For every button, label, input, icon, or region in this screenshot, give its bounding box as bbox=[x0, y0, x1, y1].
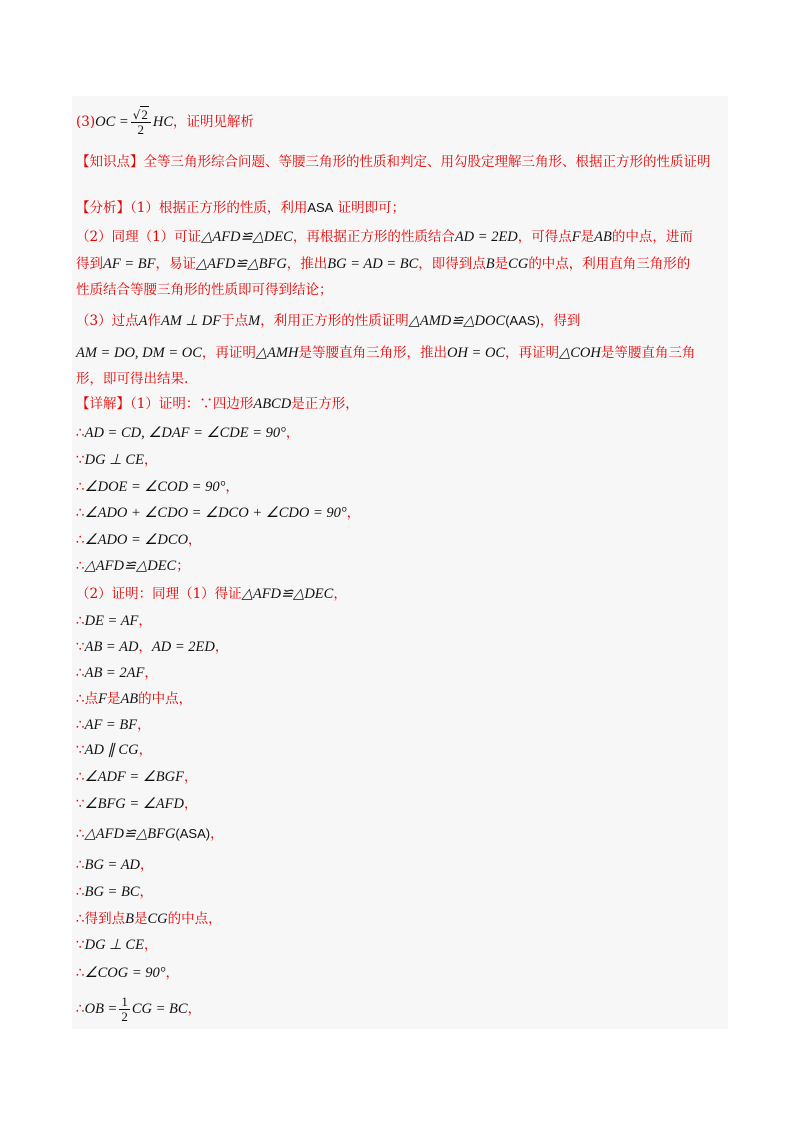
text-segment: 于点 bbox=[221, 313, 249, 329]
text-segment: ， bbox=[187, 1001, 202, 1017]
proof-step bbox=[76, 503, 724, 523]
math-expression: ABCD bbox=[253, 396, 292, 412]
fraction-denominator: 2 bbox=[121, 1009, 128, 1024]
math-expression: ∠COG = 90° bbox=[84, 965, 166, 981]
analysis-part-3-cont bbox=[76, 343, 724, 363]
fraction bbox=[119, 995, 130, 1024]
math-expression: CG bbox=[147, 911, 168, 927]
proof-step bbox=[76, 935, 724, 955]
math-expression: AB bbox=[120, 691, 139, 707]
math-expression: OH = OC bbox=[446, 345, 506, 361]
text-segment: ； bbox=[176, 558, 190, 574]
therefore-symbol: ∴ bbox=[76, 425, 85, 441]
knowledge-point bbox=[76, 151, 724, 173]
text-segment: 证明即可； bbox=[333, 200, 406, 216]
math-expression: ∠DOE = ∠COD = 90° bbox=[84, 479, 226, 495]
text-segment: ， bbox=[138, 639, 152, 655]
math-expression: ∠ADF = ∠BGF bbox=[84, 769, 184, 785]
text-segment: 形，即可得出结果. bbox=[76, 371, 189, 387]
proof-step bbox=[76, 882, 724, 902]
text-segment: 是等腰直角三角 bbox=[600, 345, 696, 361]
math-expression: AD ∥ CG bbox=[84, 742, 139, 758]
math-expression: △AMD≌△DOC bbox=[408, 313, 506, 329]
analysis-part-2-end bbox=[76, 280, 724, 300]
text-segment: 的中点， bbox=[167, 911, 222, 927]
text-segment: 作 bbox=[147, 313, 161, 329]
text-segment: ， bbox=[138, 742, 153, 758]
math-expression: ASA bbox=[307, 200, 334, 215]
proof-step bbox=[76, 740, 724, 760]
therefore-symbol: ∴ bbox=[76, 884, 85, 900]
math-expression: A bbox=[138, 313, 148, 329]
text-segment: ，证明见解析 bbox=[173, 114, 254, 130]
text-segment: 是正方形， bbox=[291, 396, 359, 412]
therefore-symbol: ∴ bbox=[76, 911, 85, 927]
proof-step bbox=[76, 637, 724, 657]
math-expression: △AFD≌△DEC bbox=[201, 229, 293, 245]
because-symbol: ∵ bbox=[76, 937, 85, 953]
text-segment: ，即得到点 bbox=[418, 256, 486, 272]
text-segment: 得到 bbox=[76, 256, 103, 272]
analysis-part-2 bbox=[76, 227, 724, 247]
analysis-part-1 bbox=[76, 198, 724, 218]
because-symbol: ∵ bbox=[76, 742, 85, 758]
math-expression: F bbox=[571, 229, 581, 245]
text-segment: ， bbox=[165, 965, 180, 981]
text-segment: 的中点， bbox=[138, 691, 193, 707]
math-expression: B bbox=[485, 256, 495, 272]
text-segment: ， bbox=[138, 613, 152, 629]
text-segment: ， bbox=[143, 452, 158, 468]
fraction bbox=[131, 108, 151, 137]
text-segment: 【分析】（1）根据正方形的性质，利用 bbox=[76, 200, 308, 216]
text-segment: ， bbox=[210, 826, 224, 842]
math-expression: (ASA) bbox=[175, 826, 211, 841]
math-expression: BG = AD bbox=[84, 857, 141, 873]
proof-step bbox=[76, 963, 724, 983]
because-symbol: ∵ bbox=[76, 452, 85, 468]
proof-step bbox=[76, 530, 724, 550]
math-expression: AD = 2ED bbox=[151, 639, 215, 655]
text-segment: 【详解】（1）证明：∵四边形 bbox=[76, 396, 254, 412]
text-segment: 得到点 bbox=[84, 911, 126, 927]
therefore-symbol: ∴ bbox=[76, 532, 85, 548]
part-label: (3) bbox=[76, 114, 96, 130]
math-expression: BG = AD = BC bbox=[327, 256, 419, 272]
therefore-symbol: ∴ bbox=[76, 505, 85, 521]
proof-step bbox=[76, 663, 724, 683]
text-segment: ，再证明 bbox=[505, 345, 560, 361]
fraction-denominator: 2 bbox=[137, 122, 145, 137]
text-segment: 是 bbox=[106, 691, 121, 707]
math-expression: OB = bbox=[84, 1001, 118, 1017]
math-expression: AM ⊥ DF bbox=[160, 313, 222, 329]
proof-step bbox=[76, 689, 724, 709]
text-segment: ，推出 bbox=[286, 256, 328, 272]
math-expression: M bbox=[248, 313, 261, 329]
analysis-part-2-cont bbox=[76, 254, 724, 274]
text-segment: ， bbox=[333, 586, 347, 602]
text-segment: ， bbox=[188, 532, 202, 548]
text-segment: 是等腰直角三角形，推出 bbox=[298, 345, 447, 361]
therefore-symbol: ∴ bbox=[76, 558, 85, 574]
math-expression: AD = 2ED bbox=[454, 229, 518, 245]
proof-step bbox=[76, 855, 724, 875]
math-expression: DG ⊥ CE bbox=[84, 937, 144, 953]
math-expression: DE = AF bbox=[84, 613, 139, 629]
text-segment: ， bbox=[346, 505, 361, 521]
therefore-symbol: ∴ bbox=[76, 857, 85, 873]
proof-step bbox=[76, 450, 724, 470]
text-segment: 的中点，利用直角三角形的 bbox=[528, 256, 691, 272]
math-expression: DG ⊥ CE bbox=[84, 452, 144, 468]
math-expression: AF = BF bbox=[103, 256, 156, 272]
text-segment: ，再根据正方形的性质结合 bbox=[292, 229, 455, 245]
text-segment: 点 bbox=[84, 691, 99, 707]
text-segment: ，易证 bbox=[155, 256, 196, 272]
proof-step bbox=[76, 611, 724, 631]
text-segment: ， bbox=[140, 857, 154, 873]
math-expression: AB = 2AF bbox=[84, 665, 145, 681]
because-symbol: ∵ bbox=[76, 639, 85, 655]
proof-step bbox=[76, 995, 724, 1024]
math-expression: △AFD≌△DEC bbox=[84, 558, 177, 574]
text-segment: ， bbox=[184, 796, 198, 812]
text-segment: ， bbox=[225, 479, 239, 495]
text-segment: 【知识点】全等三角形综合问题、等腰三角形的性质和判定、用勾股定理解三角形、根据正方形的性质证明 bbox=[76, 154, 711, 170]
therefore-symbol: ∴ bbox=[76, 717, 85, 733]
math-expression: OC = bbox=[95, 114, 129, 130]
text-segment: ， bbox=[184, 769, 198, 785]
therefore-symbol: ∴ bbox=[76, 665, 85, 681]
text-segment: ， bbox=[143, 937, 158, 953]
math-expression: CG = BC bbox=[131, 1001, 188, 1017]
therefore-symbol: ∴ bbox=[76, 826, 85, 842]
text-segment: ，利用正方形的性质证明 bbox=[260, 313, 409, 329]
therefore-symbol: ∴ bbox=[76, 691, 85, 707]
math-expression: BG = BC bbox=[84, 884, 140, 900]
therefore-symbol: ∴ bbox=[76, 613, 85, 629]
therefore-symbol: ∴ bbox=[76, 769, 85, 785]
math-expression: AB = AD bbox=[84, 639, 139, 655]
text-segment: （3）过点 bbox=[76, 313, 139, 329]
text-segment: ， bbox=[285, 425, 300, 441]
analysis-part-3-end bbox=[76, 369, 724, 389]
proof-step bbox=[76, 423, 724, 443]
math-expression: AD = CD, ∠DAF = ∠CDE = 90° bbox=[84, 425, 286, 441]
text-segment: ， bbox=[137, 717, 151, 733]
math-expression: (AAS) bbox=[505, 313, 540, 328]
text-segment: （2）证明：同理（1）得证 bbox=[76, 586, 242, 602]
proof-step bbox=[76, 909, 724, 929]
math-expression: AM = DO, DM = OC bbox=[76, 345, 202, 361]
text-segment: 的中点，进而 bbox=[611, 229, 693, 245]
math-expression: △AFD≌△BFG bbox=[84, 826, 176, 842]
therefore-symbol: ∴ bbox=[76, 965, 85, 981]
therefore-symbol: ∴ bbox=[76, 1001, 85, 1017]
math-expression: △COH bbox=[559, 345, 601, 361]
proof-step bbox=[76, 715, 724, 735]
math-expression: HC bbox=[152, 114, 173, 130]
math-expression: AF = BF bbox=[84, 717, 138, 733]
text-segment: ，可得点 bbox=[517, 229, 572, 245]
text-segment: 是 bbox=[580, 229, 595, 245]
text-segment: ，得到 bbox=[539, 313, 581, 329]
because-symbol: ∵ bbox=[76, 796, 85, 812]
text-segment: ， bbox=[144, 665, 158, 681]
text-segment: ， bbox=[139, 884, 153, 900]
math-expression: ∠ADO = ∠DCO bbox=[84, 532, 189, 548]
math-expression: △AMH bbox=[255, 345, 299, 361]
text-segment: （2）同理（1）可证 bbox=[76, 229, 202, 245]
detail-part-2 bbox=[76, 584, 724, 604]
math-expression: AB bbox=[594, 229, 612, 245]
proof-step bbox=[76, 824, 724, 844]
math-expression: △AFD≌△BFG bbox=[195, 256, 287, 272]
proof-step bbox=[76, 556, 724, 576]
text-segment: 是 bbox=[494, 256, 509, 272]
analysis-part-3 bbox=[76, 311, 724, 331]
proof-step bbox=[76, 794, 724, 814]
proof-step bbox=[76, 767, 724, 787]
math-expression: B bbox=[125, 911, 134, 927]
math-expression: F bbox=[98, 691, 107, 707]
fraction-numerator: √2 bbox=[131, 108, 151, 123]
text-segment: ，再证明 bbox=[201, 345, 256, 361]
text-segment: 性质结合等腰三角形的性质即可得到结论； bbox=[76, 282, 333, 298]
fraction-numerator: 1 bbox=[121, 994, 128, 1009]
sqrt-radicand: 2 bbox=[141, 107, 148, 122]
proof-step bbox=[76, 477, 724, 497]
text-segment: 是 bbox=[133, 911, 148, 927]
math-expression: △AFD≌△DEC bbox=[241, 586, 334, 602]
math-expression: CG bbox=[508, 256, 529, 272]
answer-part-3 bbox=[76, 108, 724, 137]
math-expression: ∠BFG = ∠AFD bbox=[84, 796, 184, 812]
math-expression: ∠ADO + ∠CDO = ∠DCO + ∠CDO = 90° bbox=[84, 505, 347, 521]
detail-part-1 bbox=[76, 394, 724, 414]
therefore-symbol: ∴ bbox=[76, 479, 85, 495]
text-segment: ， bbox=[214, 639, 229, 655]
